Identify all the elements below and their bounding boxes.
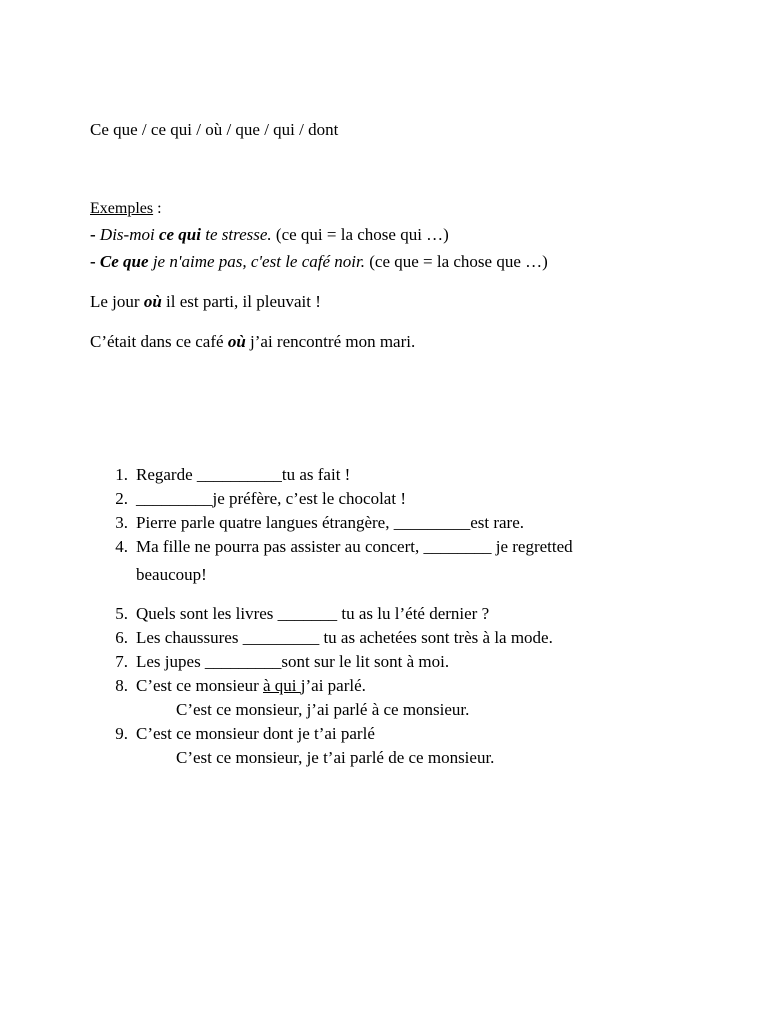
example-4-keyword: où [227,332,246,351]
example-3-keyword: où [143,292,162,311]
example-3 [90,292,321,312]
example-1-keyword: ce qui [158,225,201,244]
exercise-4-number: 4. [115,537,128,556]
exercise-1-number: 1. [115,465,128,484]
example-2-note: (ce que = la chose que …) [364,252,548,271]
examples-heading [90,199,162,218]
exercise-6-text: Les chaussures _________ tu as achetées sont très à la mode. [136,628,553,647]
exercise-9-rewrite: C’est ce monsieur, je t’ai parlé de ce monsieur. [176,748,495,767]
exercise-3-text: Pierre parle quatre langues étrangère, _________est rare. [136,513,524,532]
example-4-text-a: C’était dans ce café [90,332,228,351]
example-2-dash: - [90,252,100,271]
example-2 [90,252,548,272]
example-2-text: je n'aime pas, c'est le café noir. [148,252,365,271]
example-2-keyword: Ce que [99,252,149,271]
exercise-5-number: 5. [115,604,128,623]
exercise-5-text: Quels sont les livres _______ tu as lu l’été dernier ? [136,604,490,623]
example-3-text-b: il est parti, il pleuvait ! [161,292,321,311]
exercise-9-number: 9. [115,724,128,743]
example-4 [90,332,415,352]
exercise-8-text [136,676,366,696]
page-title: Ce que / ce qui / où / que / qui / dont [90,120,339,139]
exercise-2-text: _________je préfère, c’est le chocolat ! [136,489,406,508]
exercise-1-text: Regarde __________tu as fait ! [136,465,351,484]
exercise-6-number: 6. [115,628,128,647]
exercise-7-number: 7. [115,652,128,671]
examples-colon: : [153,200,162,217]
example-1-note: (ce qui = la chose qui …) [271,225,449,244]
exercise-8-text-b: j’ai parlé. [300,676,366,695]
exercise-8-number: 8. [115,676,128,695]
example-1-text-b: te stresse. [200,225,272,244]
example-1-text-a: Dis-moi [99,225,159,244]
exercise-9-text: C’est ce monsieur dont je t’ai parlé [136,724,375,743]
exercise-4-text: Ma fille ne pourra pas assister au concert, ________ je regretted [136,537,573,556]
example-1 [90,225,449,245]
exercise-8-rewrite: C’est ce monsieur, j’ai parlé à ce monsieur. [176,700,470,719]
example-4-text-b: j’ai rencontré mon mari. [245,332,416,351]
exercise-8-text-a: C’est ce monsieur [136,676,263,695]
exercise-7-text: Les jupes _________sont sur le lit sont à moi. [136,652,450,671]
examples-label: Exemples [90,200,154,217]
example-3-text-a: Le jour [90,292,144,311]
exercise-8-underlined: à qui [263,676,301,695]
exercise-3-number: 3. [115,513,128,532]
exercise-4-continuation: beaucoup! [136,565,207,584]
example-1-dash: - [90,225,100,244]
exercise-2-number: 2. [115,489,128,508]
